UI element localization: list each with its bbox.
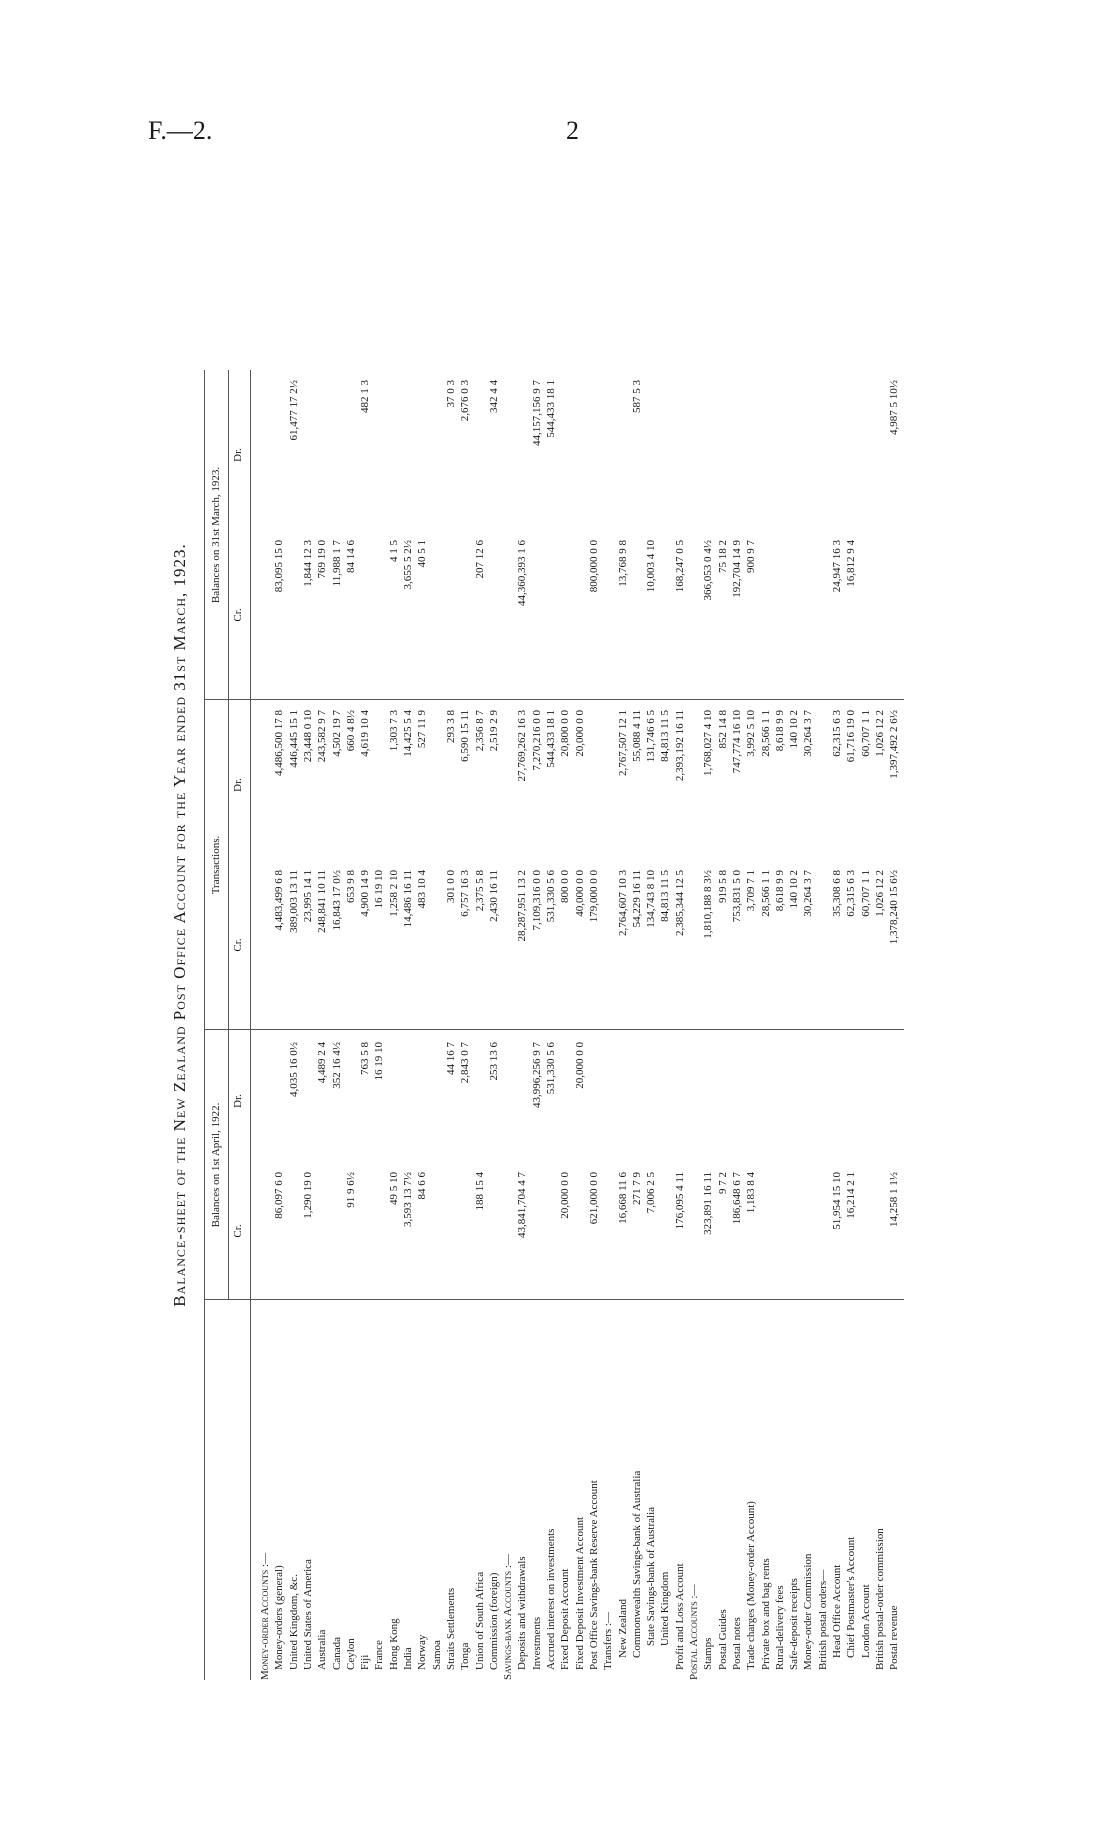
amount-cell: 140 10 2	[788, 870, 801, 909]
amount-cell: 2,385,344 12 5	[673, 870, 686, 936]
amount-cell: 176,095 4 11	[673, 1172, 686, 1230]
col-closing-cr: Cr.	[232, 608, 244, 622]
col-trans-dr: Dr.	[232, 778, 244, 792]
amount-cell: 20,800 0 0	[559, 710, 572, 757]
amount-cell: 1,026 12 2	[873, 870, 886, 917]
col-opening-cr: Cr.	[232, 1224, 244, 1238]
amount-cell: 16,843 17 0½	[330, 870, 343, 931]
table-row	[630, 170, 644, 1680]
amount-cell: 28,287,951 13 2	[516, 870, 529, 942]
amount-cell: 800 0 0	[559, 870, 572, 903]
table-row	[801, 170, 815, 1680]
amount-cell: 43,996,256 9 7	[530, 1042, 543, 1108]
amount-cell: 4,035 16 0½	[287, 1042, 300, 1097]
table-row	[701, 170, 715, 1680]
amount-cell: 1,378,240 15 6½	[888, 870, 901, 945]
balance-sheet-table	[170, 170, 930, 1680]
row-label: Commonwealth Savings-bank of Australia	[630, 1470, 643, 1658]
amount-cell: 55,088 4 11	[630, 710, 643, 762]
amount-cell: 61,477 17 2½	[287, 380, 300, 441]
row-label: State Savings-bank of Australia	[645, 1506, 658, 1646]
amount-cell: 40 5 1	[416, 540, 429, 568]
table-row	[558, 170, 572, 1680]
table-row	[601, 170, 615, 1680]
row-label: British postal orders—	[816, 1569, 829, 1670]
amount-cell: 1,303 7 3	[387, 710, 400, 752]
row-label: Private box and bag rents	[759, 1558, 772, 1670]
amount-cell: 54,229 16 11	[630, 870, 643, 928]
row-label: Safe-deposit receipts	[788, 1578, 801, 1670]
amount-cell: 253 13 6	[487, 1042, 500, 1081]
col-group-transactions: Transactions.	[210, 835, 222, 895]
amount-cell: 4,502 19 7	[330, 710, 343, 757]
amount-cell: 3,709 7 1	[745, 870, 758, 912]
row-label: Canada	[330, 1637, 343, 1670]
amount-cell: 60,707 1 1	[859, 710, 872, 757]
row-label: Profit and Loss Account	[673, 1563, 686, 1670]
table-row	[272, 170, 286, 1680]
col-closing-dr: Dr.	[232, 448, 244, 462]
row-label: Postal Accounts :—	[688, 1584, 700, 1680]
col-group-opening: Balances on 1st April, 1922.	[210, 1102, 222, 1228]
amount-cell: 28,566 1 1	[759, 870, 772, 917]
amount-cell: 49 5 10	[387, 1172, 400, 1205]
amount-cell: 44,157,156 9 7	[530, 380, 543, 446]
amount-cell: 7,270,216 0 0	[530, 710, 543, 771]
amount-cell: 1,397,492 2 6½	[888, 710, 901, 779]
row-label: United Kingdom	[659, 1571, 672, 1646]
row-label: Ceylon	[344, 1638, 357, 1670]
amount-cell: 919 5 8	[716, 870, 729, 903]
table-row	[859, 170, 873, 1680]
amount-cell: 20,000 0 0	[573, 710, 586, 757]
amount-cell: 84,813 11 5	[659, 870, 672, 922]
rule-top	[204, 370, 205, 1680]
row-label: Straits Settlements	[444, 1587, 457, 1670]
amount-cell: 1,810,188 8 3½	[702, 870, 715, 939]
col-trans-cr: Cr.	[232, 938, 244, 952]
amount-cell: 207 12 6	[473, 540, 486, 579]
row-label: Transfers :—	[602, 1612, 615, 1670]
amount-cell: 352 16 4½	[330, 1042, 343, 1089]
table-row	[487, 170, 501, 1680]
table-row	[830, 170, 844, 1680]
row-label: Tonga	[459, 1642, 472, 1670]
amount-cell: 11,988 1 7	[330, 540, 343, 587]
amount-cell: 4,619 10 4	[359, 710, 372, 757]
table-row	[515, 170, 529, 1680]
table-row	[744, 170, 758, 1680]
row-label: Postal revenue	[888, 1605, 901, 1670]
amount-cell: 91 9 6½	[344, 1172, 357, 1208]
row-label: Fiji	[359, 1654, 372, 1670]
amount-cell: 4,900 14 9	[359, 870, 372, 917]
table-row	[444, 170, 458, 1680]
amount-cell: 84 6 6	[416, 1172, 429, 1200]
table-row	[730, 170, 744, 1680]
amount-cell: 51,954 15 10	[831, 1172, 843, 1230]
amount-cell: 6,757 16 3	[459, 870, 472, 917]
rule-mid	[228, 370, 229, 1300]
amount-cell: 2,375 5 8	[473, 870, 486, 912]
row-label: Accrued interest on investments	[545, 1528, 557, 1670]
row-label: Money-orders (general)	[273, 1565, 286, 1670]
amount-cell: 84,813 11 5	[659, 710, 672, 762]
row-label: British postal-order commission	[873, 1528, 886, 1670]
amount-cell: 27,769,262 16 3	[516, 710, 529, 782]
table-row	[887, 170, 901, 1680]
row-label: Trade charges (Money-order Account)	[745, 1501, 758, 1670]
row-label: Money-order Commission	[802, 1553, 815, 1670]
table-row	[287, 170, 301, 1680]
row-label: France	[373, 1640, 386, 1670]
amount-cell: 20,000 0 0	[559, 1172, 572, 1219]
table-row	[415, 170, 429, 1680]
amount-cell: 75 18 2	[716, 540, 729, 573]
amount-cell: 587 5 3	[630, 380, 643, 413]
amount-cell: 20,000 0 0	[573, 1042, 586, 1089]
amount-cell: 852 14 8	[716, 710, 729, 749]
amount-cell: 293 3 8	[444, 710, 457, 743]
table-row	[644, 170, 658, 1680]
amount-cell: 653 9 8	[344, 870, 357, 903]
amount-cell: 192,704 14 9	[730, 540, 743, 598]
amount-cell: 62,315 6 3	[845, 870, 858, 917]
amount-cell: 747,774 16 10	[730, 710, 743, 774]
row-label: India	[402, 1647, 414, 1670]
amount-cell: 1,844 12 3	[301, 540, 314, 587]
amount-cell: 660 4 8½	[344, 710, 357, 752]
amount-cell: 2,519 2 9	[487, 710, 500, 752]
amount-cell: 342 4 4	[487, 380, 500, 413]
sheet-title: Balance-sheet of the New Zealand Post Office Account for the Year ended 31st March, 1923.	[170, 543, 189, 1307]
amount-cell: 531,330 5 6	[545, 1042, 557, 1095]
row-label: Stamps	[702, 1637, 715, 1670]
amount-cell: 14,258 1 1½	[888, 1172, 901, 1227]
amount-cell: 446,445 15 1	[287, 710, 300, 768]
amount-cell: 30,264 3 7	[802, 710, 815, 757]
table-row	[587, 170, 601, 1680]
row-label: London Account	[859, 1584, 872, 1658]
table-row	[358, 170, 372, 1680]
amount-cell: 86,097 6 0	[273, 1172, 286, 1219]
amount-cell: 2,430 16 11	[487, 870, 500, 922]
amount-cell: 482 1 3	[359, 380, 372, 413]
table-row	[687, 170, 701, 1680]
table-row	[773, 170, 787, 1680]
amount-cell: 10,003 4 10	[645, 540, 658, 593]
amount-cell: 16,812 9 4	[845, 540, 858, 587]
row-label: Commission (foreign)	[487, 1572, 500, 1670]
amount-cell: 366,053 0 4½	[702, 540, 715, 601]
amount-cell: 621,000 0 0	[587, 1172, 600, 1225]
table-row	[387, 170, 401, 1680]
table-row	[658, 170, 672, 1680]
amount-cell: 6,590 15 11	[459, 710, 472, 762]
table-row	[573, 170, 587, 1680]
amount-cell: 1,183 8 4	[745, 1172, 758, 1214]
amount-cell: 389,003 13 11	[287, 870, 300, 933]
table-row	[759, 170, 773, 1680]
amount-cell: 8,618 9 9	[773, 870, 786, 912]
amount-cell: 62,315 6 3	[831, 710, 843, 757]
amount-cell: 7,109,316 0 0	[530, 870, 543, 931]
amount-cell: 9 7 2	[716, 1172, 729, 1194]
amount-cell: 37 0 3	[444, 380, 457, 408]
table-row	[616, 170, 630, 1680]
page-number: 2	[566, 116, 579, 145]
amount-cell: 16 19 10	[373, 1042, 386, 1081]
amount-cell: 16 19 10	[373, 870, 386, 909]
amount-cell: 14,425 5 4	[402, 710, 414, 757]
amount-cell: 188 15 4	[473, 1172, 486, 1211]
amount-cell: 83,095 15 0	[273, 540, 286, 593]
amount-cell: 2,393,192 16 11	[673, 710, 686, 782]
amount-cell: 61,716 19 0	[845, 710, 858, 763]
amount-cell: 527 11 9	[416, 710, 429, 749]
amount-cell: 4,987 5 10½	[888, 380, 901, 435]
amount-cell: 131,746 6 5	[645, 710, 658, 763]
row-label: Fixed Deposit Investment Account	[573, 1516, 586, 1670]
table-row	[530, 170, 544, 1680]
amount-cell: 3,992 5 10	[745, 710, 758, 757]
table-row	[473, 170, 487, 1680]
amount-cell: 24,947 16 3	[831, 540, 843, 593]
amount-cell: 323,891 16 11	[702, 1172, 715, 1235]
row-label: Australia	[316, 1629, 329, 1670]
row-label: Deposits and withdrawals	[516, 1556, 529, 1670]
amount-cell: 60,707 1 1	[859, 870, 872, 917]
amount-cell: 2,676 0 3	[459, 380, 472, 422]
rule-head	[250, 370, 251, 1680]
amount-cell: 134,743 8 10	[645, 870, 658, 928]
amount-cell: 44 16 7	[444, 1042, 457, 1075]
amount-cell: 84 14 6	[344, 540, 357, 573]
table-row	[544, 170, 558, 1680]
amount-cell: 3,655 5 2½	[402, 540, 414, 590]
table-row	[330, 170, 344, 1680]
table-row	[458, 170, 472, 1680]
amount-cell: 16,668 11 6	[616, 1172, 629, 1224]
row-label: Hong Kong	[387, 1618, 400, 1670]
amount-cell: 763 5 8	[359, 1042, 372, 1075]
amount-cell: 1,290 19 0	[301, 1172, 314, 1219]
table-row	[673, 170, 687, 1680]
table-row	[716, 170, 730, 1680]
table-row	[844, 170, 858, 1680]
table-row	[501, 170, 515, 1680]
table-row	[787, 170, 801, 1680]
table-row	[344, 170, 358, 1680]
amount-cell: 35,308 6 8	[831, 870, 843, 917]
amount-cell: 544,433 18 1	[545, 710, 557, 768]
row-label: United Kingdom, &c.	[287, 1574, 300, 1670]
amount-cell: 2,356 8 7	[473, 710, 486, 752]
row-label: Samoa	[430, 1640, 443, 1670]
amount-cell: 1,768,027 4 10	[702, 710, 715, 776]
row-label: Post Office Savings-bank Reserve Account	[587, 1480, 600, 1670]
amount-cell: 28,566 1 1	[759, 710, 772, 757]
amount-cell: 168,247 0 5	[673, 540, 686, 593]
amount-cell: 483 10 4	[416, 870, 429, 909]
amount-cell: 243,582 9 7	[316, 710, 329, 763]
table-row	[258, 170, 272, 1680]
amount-cell: 4,486,500 17 8	[273, 710, 286, 776]
table-row	[816, 170, 830, 1680]
amount-cell: 4 1 5	[387, 540, 400, 562]
row-label: Money-order Accounts :—	[259, 1552, 271, 1680]
amount-cell: 531,330 5 6	[545, 870, 557, 923]
amount-cell: 16,214 2 1	[845, 1172, 858, 1219]
table-row	[401, 170, 415, 1680]
amount-cell: 3,593 13 7½	[402, 1172, 414, 1227]
amount-cell: 800,000 0 0	[587, 540, 600, 593]
amount-cell: 900 9 7	[745, 540, 758, 573]
amount-cell: 301 0 0	[444, 870, 457, 903]
row-label: Union of South Africa	[473, 1571, 486, 1670]
row-label: United States of America	[301, 1559, 314, 1670]
row-label: Fixed Deposit Account	[559, 1568, 572, 1670]
table-row	[430, 170, 444, 1680]
row-label: New Zealand	[616, 1599, 629, 1658]
row-label: Savings-bank Accounts :—	[502, 1554, 515, 1680]
row-label: Chief Postmaster's Account	[845, 1536, 858, 1658]
table-row	[372, 170, 386, 1680]
amount-cell: 23,995 14 1	[301, 870, 314, 923]
table-row	[315, 170, 329, 1680]
row-label: Rural-delivery fees	[773, 1585, 786, 1670]
col-group-closing: Balances on 31st March, 1923.	[210, 466, 222, 604]
amount-cell: 140 10 2	[788, 710, 801, 749]
amount-cell: 7,006 2 5	[645, 1172, 658, 1214]
table-row	[873, 170, 887, 1680]
table-row	[301, 170, 315, 1680]
row-label: Norway	[416, 1634, 429, 1670]
amount-cell: 2,843 0 7	[459, 1042, 472, 1084]
amount-cell: 4,483,499 6 8	[273, 870, 286, 931]
amount-cell: 40,000 0 0	[573, 870, 586, 917]
amount-cell: 179,000 0 0	[587, 870, 600, 923]
amount-cell: 544,433 18 1	[545, 380, 557, 438]
amount-cell: 44,360,393 1 6	[516, 540, 529, 606]
amount-cell: 248,841 10 11	[316, 870, 329, 933]
amount-cell: 271 7 9	[630, 1172, 643, 1205]
amount-cell: 2,764,607 10 3	[616, 870, 629, 936]
row-label: Head Office Account	[831, 1564, 843, 1658]
amount-cell: 14,486 16 11	[402, 870, 414, 928]
amount-cell: 753,831 5 0	[730, 870, 743, 923]
col-opening-dr: Dr.	[232, 1094, 244, 1108]
amount-cell: 2,767,507 12 1	[616, 710, 629, 776]
amount-cell: 186,648 6 7	[730, 1172, 743, 1225]
page-code: F.—2.	[148, 116, 213, 145]
amount-cell: 30,264 3 7	[802, 870, 815, 917]
row-label: Postal notes	[730, 1617, 743, 1670]
amount-cell: 769 19 0	[316, 540, 329, 579]
row-label: Investments	[530, 1616, 543, 1670]
amount-cell: 8,618 9 9	[773, 710, 786, 752]
amount-cell: 4,489 2 4	[316, 1042, 329, 1084]
row-label: Postal Guides	[716, 1609, 729, 1670]
amount-cell: 23,448 0 10	[301, 710, 314, 763]
amount-cell: 1,258 2 10	[387, 870, 400, 917]
amount-cell: 43,841,704 4 7	[516, 1172, 529, 1238]
amount-cell: 13,768 9 8	[616, 540, 629, 587]
amount-cell: 1,026 12 2	[873, 710, 886, 757]
